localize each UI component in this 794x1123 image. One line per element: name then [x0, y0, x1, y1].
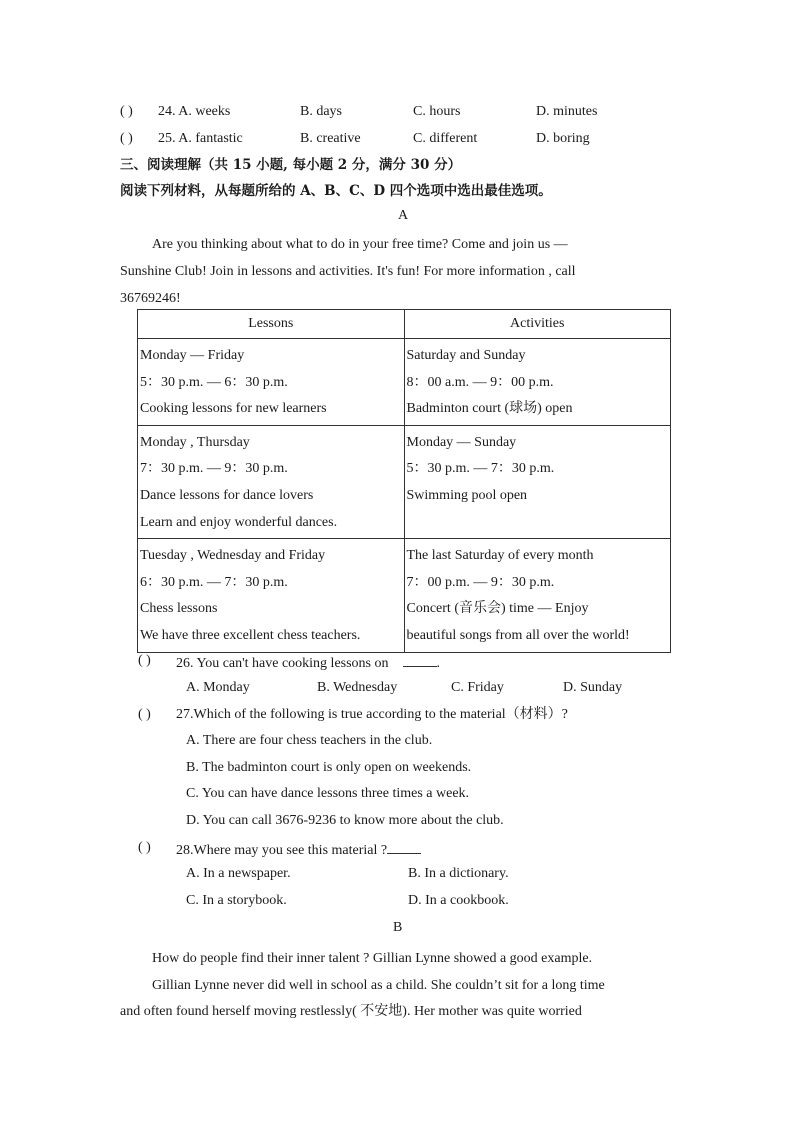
option-a: A. There are four chess teachers in the club.	[186, 733, 433, 748]
table-row	[138, 339, 671, 426]
passage-b-line-3: and often found herself moving restlessly( 不安地). Her mother was quite worried	[120, 1004, 582, 1019]
cell-line: Badminton court (球场) open	[406, 401, 573, 417]
option-d: D. minutes	[536, 104, 598, 119]
cell-line: Monday , Thursday	[140, 434, 250, 450]
table-cell	[404, 339, 671, 426]
fill-blank	[387, 839, 421, 854]
cell-line: 7：30 p.m. — 9：30 p.m.	[140, 461, 288, 477]
answer-blank: ( )	[120, 131, 133, 146]
passage-b-line-2: Gillian Lynne never did well in school as a child. She couldn’t sit for a long time	[152, 978, 605, 993]
cell-line: Learn and enjoy wonderful dances.	[140, 514, 338, 530]
question-24	[120, 103, 720, 121]
option-a: A. Monday	[186, 680, 250, 695]
cell-line: 7：00 p.m. — 9：30 p.m.	[406, 574, 555, 590]
option-d: D. In a cookbook.	[408, 893, 509, 908]
option-a: 25. A. fantastic	[158, 131, 243, 146]
cell-line: We have three excellent chess teachers.	[140, 627, 361, 643]
option-c: C. You can have dance lessons three times a week.	[186, 786, 470, 801]
cell-line: Saturday and Sunday	[406, 348, 526, 363]
answer-blank: ( )	[120, 104, 133, 119]
section-title: 三、阅读理解（共 15 小题, 每小题 2 分，满分 30 分）	[120, 157, 462, 173]
club-schedule-table	[137, 309, 671, 653]
option-d: D. Sunday	[563, 680, 623, 695]
cell-line: Dance lessons for dance lovers	[140, 487, 314, 503]
table-cell	[404, 425, 671, 538]
option-a: A. In a newspaper.	[186, 866, 291, 881]
option-b: B. Wednesday	[317, 680, 398, 695]
cell-line: Monday — Sunday	[406, 434, 517, 450]
passage-a-intro-2: Sunshine Club! Join in lessons and activities. It's fun! For more information , call	[120, 264, 576, 279]
cell-line: Chess lessons	[140, 601, 218, 617]
cell-line: Tuesday , Wednesday and Friday	[140, 548, 326, 564]
cell-line: Cooking lessons for new learners	[140, 401, 327, 417]
passage-b-label: B	[393, 920, 403, 935]
option-c: C. In a storybook.	[186, 893, 287, 908]
question-stem: 27.Which of the following is true according to the material（材料）?	[176, 707, 568, 722]
passage-a-intro-3: 36769246!	[120, 291, 181, 306]
question-stem-text: 28.Where may you see this material ?	[176, 843, 388, 858]
option-b: B. In a dictionary.	[408, 866, 509, 881]
cell-line: 5：30 p.m. — 6：30 p.m.	[140, 374, 288, 390]
cell-line: 8：00 a.m. — 9：00 p.m.	[406, 374, 554, 390]
question-25	[120, 130, 720, 148]
table-row	[138, 539, 671, 652]
question-stem: 26. You can't have cooking lessons on .	[176, 652, 440, 673]
question-stem-text: 26. You can't have cooking lessons on	[176, 656, 389, 671]
cell-line: beautiful songs from all over the world!	[406, 627, 630, 643]
table-row	[138, 425, 671, 538]
option-b: B. creative	[300, 131, 361, 146]
question-stem	[176, 839, 421, 860]
cell-line: The last Saturday of every month	[406, 548, 594, 564]
table-cell	[138, 425, 405, 538]
table-cell	[404, 539, 671, 652]
passage-a-label: A	[398, 208, 409, 223]
cell-line: Monday — Friday	[140, 348, 245, 363]
answer-blank: ( )	[138, 707, 151, 722]
cell-line: 5：30 p.m. — 7：30 p.m.	[406, 461, 555, 477]
header-activities: Activities	[404, 310, 671, 339]
cell-line: Concert (音乐会) time — Enjoy	[406, 601, 589, 617]
table-cell	[138, 539, 405, 652]
option-d: D. You can call 3676-9236 to know more about the club.	[186, 813, 504, 828]
table-cell	[138, 339, 405, 426]
option-b: B. days	[300, 104, 342, 119]
fill-blank	[403, 652, 437, 667]
answer-blank: ( )	[138, 653, 151, 668]
cell-line: 6：30 p.m. — 7：30 p.m.	[140, 574, 288, 590]
option-c: C. different	[413, 131, 478, 146]
header-lessons: Lessons	[138, 310, 405, 339]
option-d: D. boring	[536, 131, 590, 146]
answer-blank: ( )	[138, 840, 151, 855]
passage-a-intro-1: Are you thinking about what to do in your free time? Come and join us —	[152, 237, 568, 252]
table-header-row	[138, 310, 671, 339]
option-b: B. The badminton court is only open on weekends.	[186, 760, 472, 775]
section-instruction: 阅读下列材料，从每题所给的 A、B、C、D 四个选项中选出最佳选项。	[120, 183, 552, 199]
option-c: C. hours	[413, 104, 461, 119]
cell-line: Swimming pool open	[406, 487, 528, 503]
passage-b-line-1: How do people find their inner talent ? Gillian Lynne showed a good example.	[152, 951, 593, 966]
option-a: 24. A. weeks	[158, 104, 231, 119]
option-c: C. Friday	[451, 680, 504, 695]
